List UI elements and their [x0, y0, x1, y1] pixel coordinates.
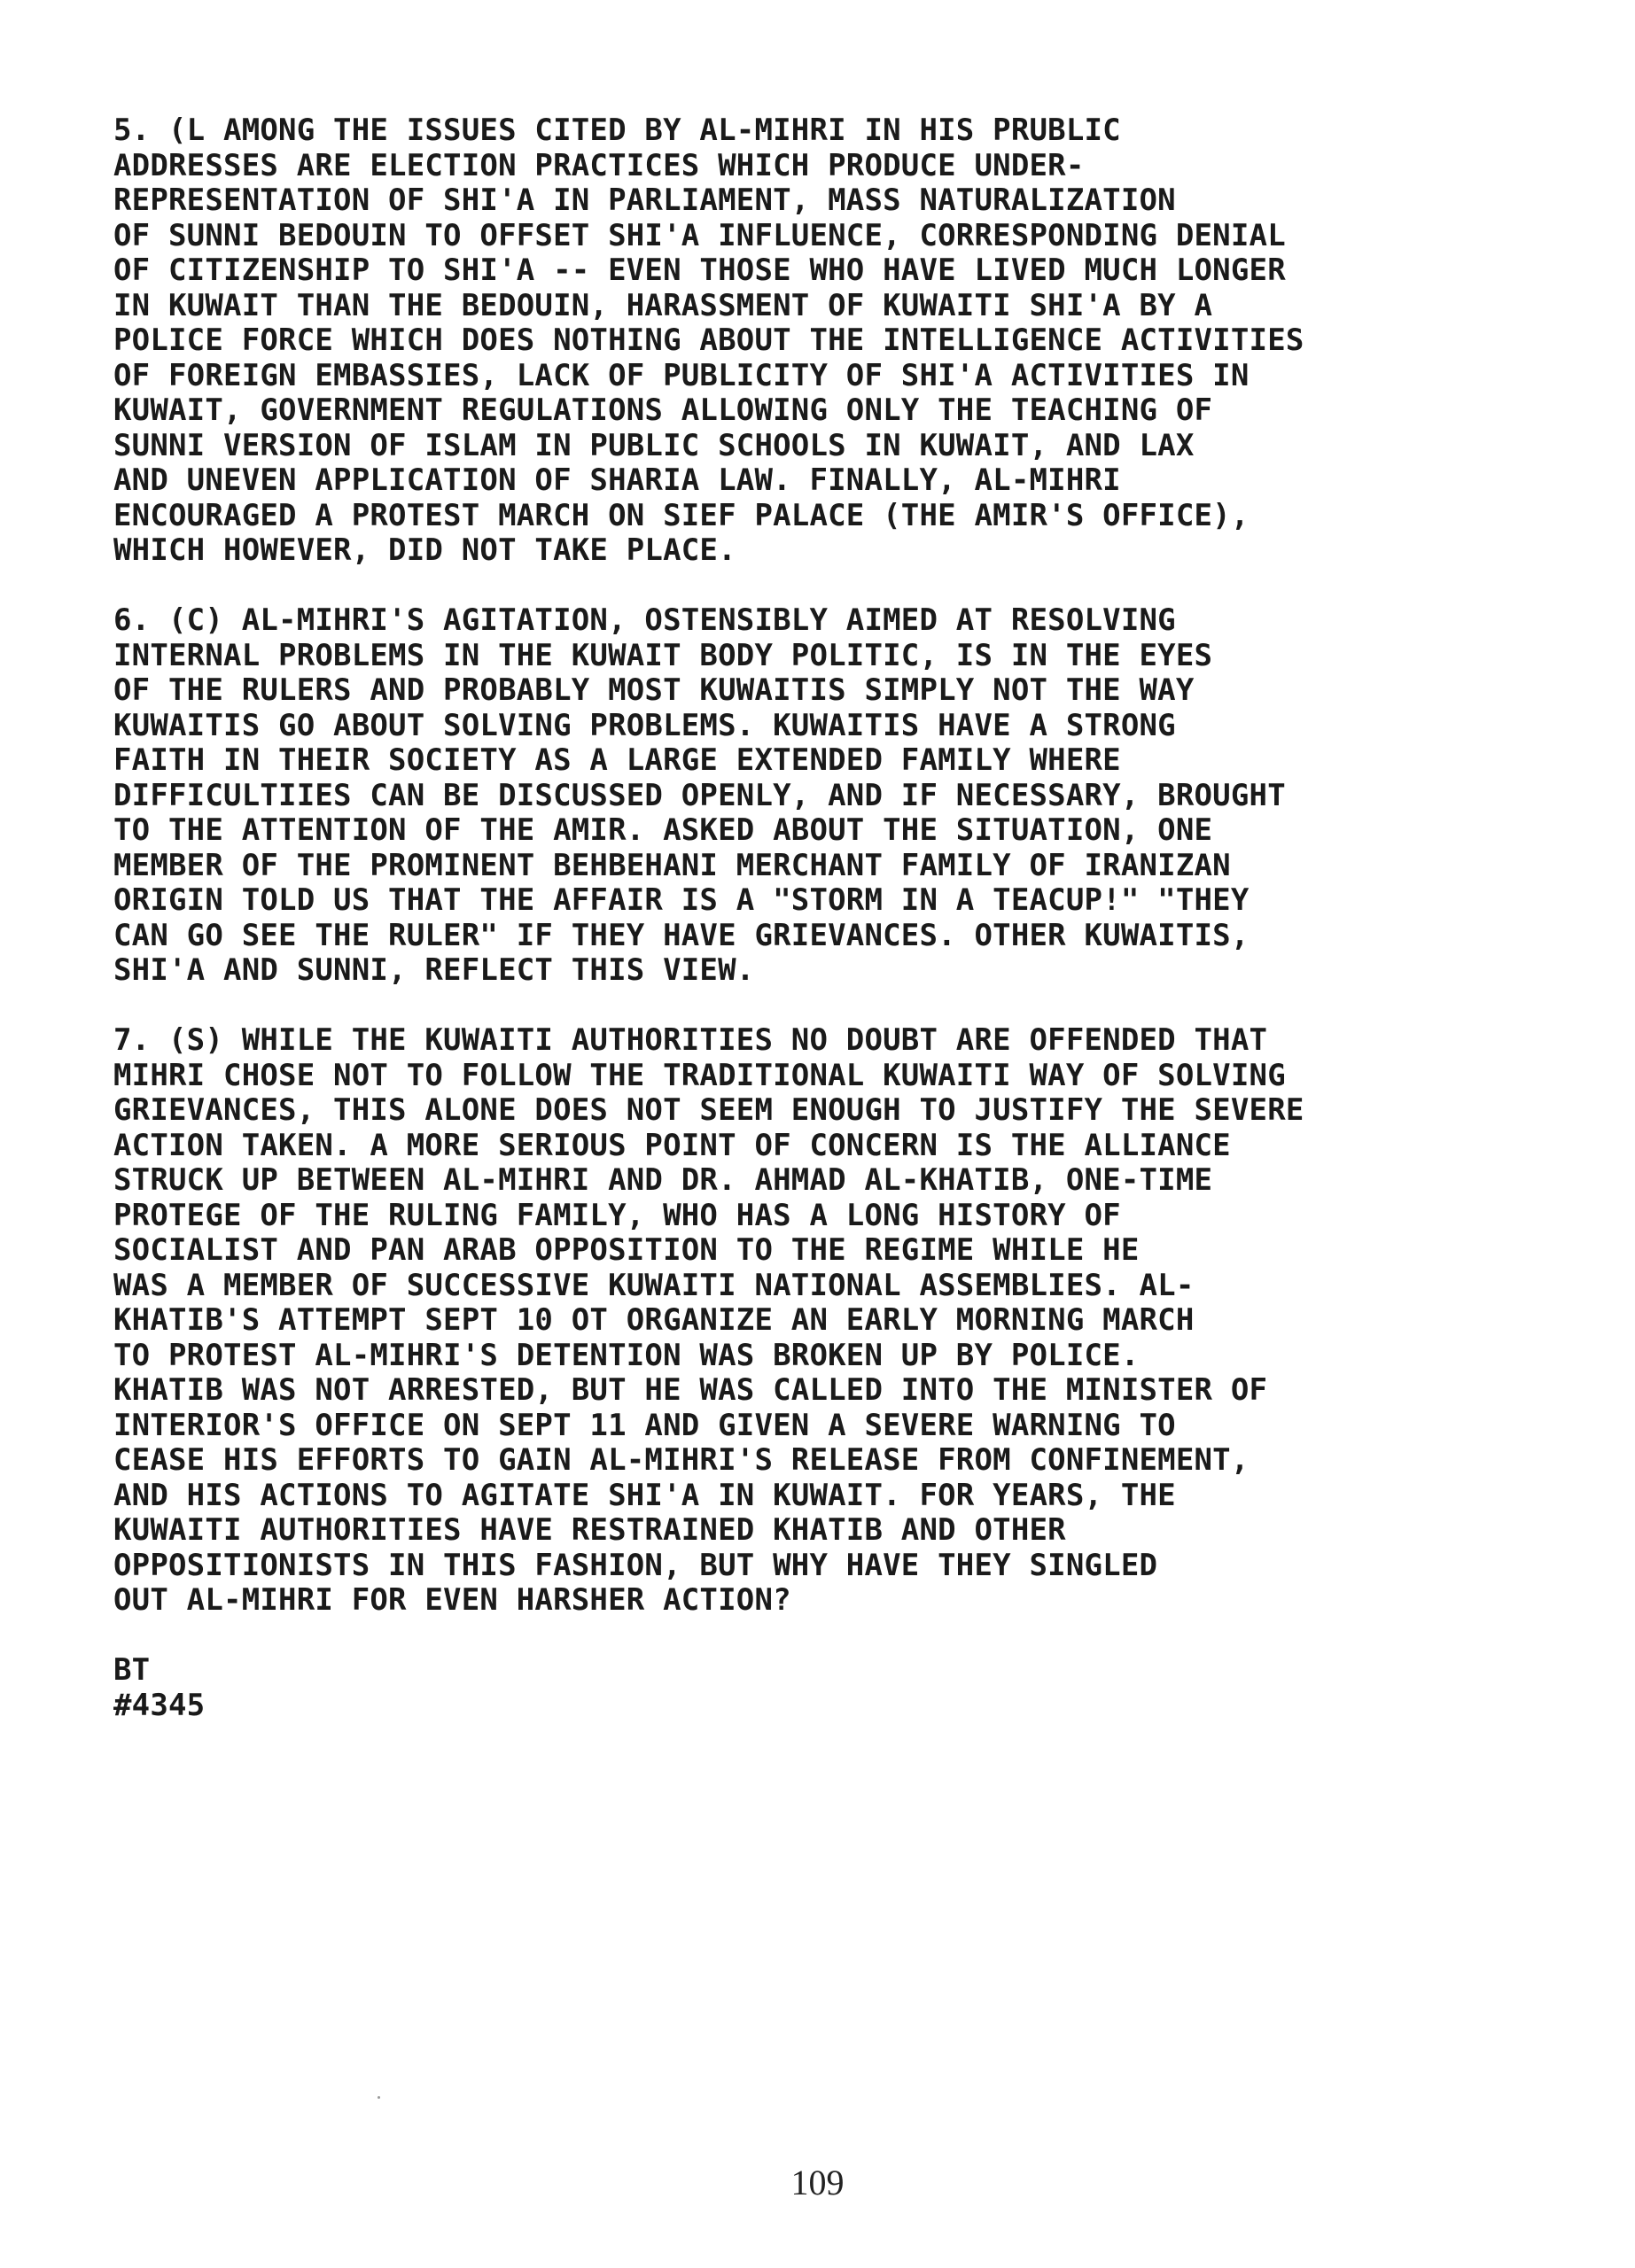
text-line: REPRESENTATION OF SHI'A IN PARLIAMENT, MASS NATURALIZATION	[113, 183, 1176, 218]
text-line: AND HIS ACTIONS TO AGITATE SHI'A IN KUWAIT. FOR YEARS, THE	[113, 1477, 1176, 1513]
cable-text	[113, 113, 1567, 1723]
text-line: POLICE FORCE WHICH DOES NOTHING ABOUT THE INTELLIGENCE ACTIVITIES	[113, 322, 1304, 358]
text-line: TO THE ATTENTION OF THE AMIR. ASKED ABOUT THE SITUATION, ONE	[113, 812, 1213, 848]
text-line: ENCOURAGED A PROTEST MARCH ON SIEF PALACE (THE AMIR'S OFFICE),	[113, 497, 1250, 533]
text-line: KUWAIT, GOVERNMENT REGULATIONS ALLOWING ONLY THE TEACHING OF	[113, 392, 1213, 428]
text-line: WHICH HOWEVER, DID NOT TAKE PLACE.	[113, 532, 736, 568]
text-line: ORIGIN TOLD US THAT THE AFFAIR IS A "STORM IN A TEACUP!" "THEY	[113, 882, 1250, 918]
text-line: OF CITIZENSHIP TO SHI'A -- EVEN THOSE WHO HAVE LIVED MUCH LONGER	[113, 252, 1286, 288]
text-line: MEMBER OF THE PROMINENT BEHBEHANI MERCHANT FAMILY OF IRANIZAN	[113, 847, 1231, 883]
paragraph-7	[113, 1023, 1567, 1619]
text-line: KHATIB WAS NOT ARRESTED, BUT HE WAS CALLED INTO THE MINISTER OF	[113, 1372, 1268, 1408]
text-line: STRUCK UP BETWEEN AL-MIHRI AND DR. AHMAD AL-KHATIB, ONE-TIME	[113, 1162, 1213, 1198]
scan-speck	[378, 2096, 380, 2099]
text-line: DIFFICULTIIES CAN BE DISCUSSED OPENLY, AND IF NECESSARY, BROUGHT	[113, 777, 1286, 813]
text-line: CEASE HIS EFFORTS TO GAIN AL-MIHRI'S RELEASE FROM CONFINEMENT,	[113, 1442, 1250, 1478]
text-line: KUWAITI AUTHORITIES HAVE RESTRAINED KHATIB AND OTHER	[113, 1512, 1066, 1548]
text-line: 7. (S) WHILE THE KUWAITI AUTHORITIES NO DOUBT ARE OFFENDED THAT	[113, 1022, 1268, 1058]
text-line: KUWAITIS GO ABOUT SOLVING PROBLEMS. KUWAITIS HAVE A STRONG	[113, 707, 1176, 743]
text-line: OF SUNNI BEDOUIN TO OFFSET SHI'A INFLUENCE, CORRESPONDING DENIAL	[113, 217, 1286, 253]
text-line: MIHRI CHOSE NOT TO FOLLOW THE TRADITIONAL KUWAITI WAY OF SOLVING	[113, 1057, 1286, 1093]
text-line: TO PROTEST AL-MIHRI'S DETENTION WAS BROKEN UP BY POLICE.	[113, 1337, 1140, 1373]
text-line: IN KUWAIT THAN THE BEDOUIN, HARASSMENT OF KUWAITI SHI'A BY A	[113, 287, 1213, 323]
text-line: SOCIALIST AND PAN ARAB OPPOSITION TO THE REGIME WHILE HE	[113, 1232, 1140, 1268]
text-line: OF FOREIGN EMBASSIES, LACK OF PUBLICITY OF SHI'A ACTIVITIES IN	[113, 357, 1250, 393]
message-serial: #4345	[113, 1687, 206, 1723]
text-line: AND UNEVEN APPLICATION OF SHARIA LAW. FINALLY, AL-MIHRI	[113, 462, 1121, 498]
break-marker: BT	[113, 1652, 151, 1688]
text-line: WAS A MEMBER OF SUCCESSIVE KUWAITI NATIONAL ASSEMBLIES. AL-	[113, 1267, 1195, 1303]
text-line: SUNNI VERSION OF ISLAM IN PUBLIC SCHOOLS IN KUWAIT, AND LAX	[113, 427, 1195, 463]
text-line: INTERNAL PROBLEMS IN THE KUWAIT BODY POLITIC, IS IN THE EYES	[113, 637, 1213, 673]
page-number: 109	[790, 2163, 845, 2202]
text-line: FAITH IN THEIR SOCIETY AS A LARGE EXTENDED FAMILY WHERE	[113, 742, 1121, 778]
paragraph-6	[113, 603, 1567, 989]
text-line: 6. (C) AL-MIHRI'S AGITATION, OSTENSIBLY AIMED AT RESOLVING	[113, 602, 1176, 638]
text-line: CAN GO SEE THE RULER" IF THEY HAVE GRIEVANCES. OTHER KUWAITIS,	[113, 917, 1250, 953]
text-line: SHI'A AND SUNNI, REFLECT THIS VIEW.	[113, 952, 755, 988]
text-line: KHATIB'S ATTEMPT SEPT 10 OT ORGANIZE AN EARLY MORNING MARCH	[113, 1302, 1195, 1338]
text-line: OPPOSITIONISTS IN THIS FASHION, BUT WHY HAVE THEY SINGLED	[113, 1547, 1158, 1583]
message-trailer	[113, 1653, 1567, 1723]
text-line: ACTION TAKEN. A MORE SERIOUS POINT OF CONCERN IS THE ALLIANCE	[113, 1127, 1231, 1163]
text-line: INTERIOR'S OFFICE ON SEPT 11 AND GIVEN A SEVERE WARNING TO	[113, 1407, 1176, 1443]
text-line: PROTEGE OF THE RULING FAMILY, WHO HAS A LONG HISTORY OF	[113, 1197, 1121, 1233]
text-line: ADDRESSES ARE ELECTION PRACTICES WHICH PRODUCE UNDER-	[113, 147, 1085, 183]
text-line: OF THE RULERS AND PROBABLY MOST KUWAITIS SIMPLY NOT THE WAY	[113, 672, 1195, 708]
text-line: 5. (L AMONG THE ISSUES CITED BY AL-MIHRI IN HIS PRUBLIC	[113, 113, 1121, 148]
text-line: GRIEVANCES, THIS ALONE DOES NOT SEEM ENOUGH TO JUSTIFY THE SEVERE	[113, 1092, 1304, 1128]
text-line: OUT AL-MIHRI FOR EVEN HARSHER ACTION?	[113, 1582, 791, 1618]
paragraph-5	[113, 113, 1567, 569]
